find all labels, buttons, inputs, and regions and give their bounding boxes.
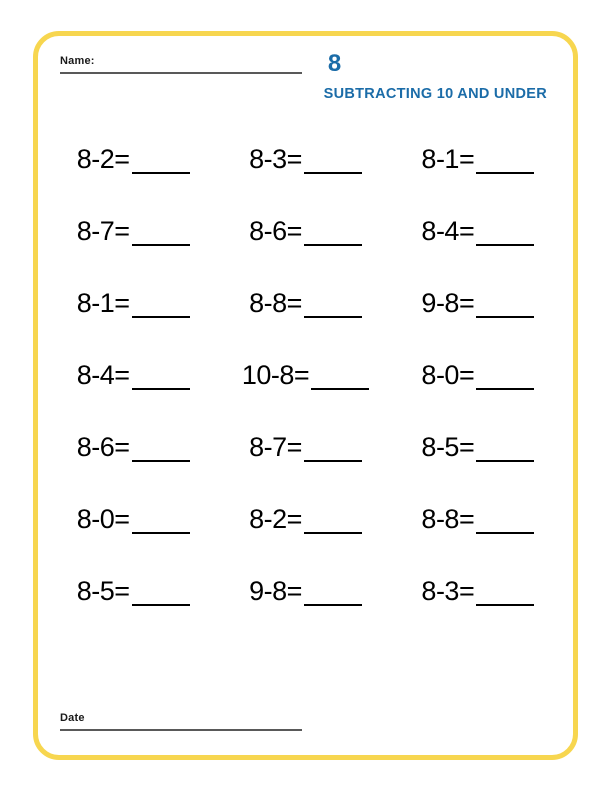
problem-item [392,576,564,606]
answer-blank[interactable] [132,532,190,534]
answer-blank[interactable] [304,604,362,606]
problem-expression: 8-3= [249,144,302,174]
problem-expression: 8-8= [421,504,475,534]
problem-expression: 8-0= [76,504,130,534]
problem-item [392,216,564,246]
answer-blank[interactable] [304,244,362,246]
problem-expression: 8-8= [249,288,302,318]
answer-blank[interactable] [311,388,369,390]
worksheet-header [33,31,578,141]
name-label: Name: [60,55,95,67]
problem-item [47,144,219,174]
answer-blank[interactable] [132,604,190,606]
problem-item [47,288,219,318]
problem-item [392,504,564,534]
problem-expression: 8-4= [421,216,475,246]
problem-expression: 8-0= [421,360,475,390]
answer-blank[interactable] [476,172,534,174]
problem-expression: 9-8= [249,576,302,606]
problem-item [392,360,564,390]
answer-blank[interactable] [304,532,362,534]
problem-item [219,216,391,246]
worksheet-subtitle: SUBTRACTING 10 AND UNDER [323,86,547,102]
worksheet-number: 8 [327,50,342,77]
problem-expression: 8-2= [249,504,302,534]
answer-blank[interactable] [132,244,190,246]
problem-expression: 8-6= [76,432,130,462]
answer-blank[interactable] [132,388,190,390]
problem-expression: 8-5= [76,576,130,606]
problem-expression: 10-8= [241,360,310,390]
problem-expression: 8-6= [249,216,302,246]
problem-expression: 8-7= [249,432,302,462]
answer-blank[interactable] [132,316,190,318]
problem-item [219,576,391,606]
problem-expression: 8-2= [76,144,130,174]
answer-blank[interactable] [476,532,534,534]
answer-blank[interactable] [132,172,190,174]
answer-blank[interactable] [476,244,534,246]
problem-item [392,432,564,462]
date-label: Date [60,712,85,724]
problem-item [47,216,219,246]
problem-item [47,432,219,462]
problem-expression: 8-3= [421,576,475,606]
problem-expression: 8-4= [76,360,130,390]
answer-blank[interactable] [476,388,534,390]
problem-item [392,144,564,174]
problem-item [47,360,219,390]
problem-item [47,504,219,534]
problem-expression: 8-5= [421,432,475,462]
answer-blank[interactable] [132,460,190,462]
answer-blank[interactable] [304,460,362,462]
problem-item [219,432,391,462]
problem-grid [47,144,564,648]
problem-expression: 8-7= [76,216,130,246]
date-field [60,712,310,731]
answer-blank[interactable] [476,604,534,606]
problem-item [392,288,564,318]
problem-item [219,288,391,318]
answer-blank[interactable] [304,316,362,318]
problem-item [219,144,391,174]
answer-blank[interactable] [476,460,534,462]
answer-blank[interactable] [476,316,534,318]
problem-item [219,504,391,534]
title-block [247,51,547,103]
problem-expression: 8-1= [76,288,130,318]
date-write-in-line[interactable] [60,729,302,731]
answer-blank[interactable] [304,172,362,174]
problem-expression: 8-1= [421,144,475,174]
problem-expression: 9-8= [421,288,475,318]
problem-item [219,360,391,390]
problem-item [47,576,219,606]
